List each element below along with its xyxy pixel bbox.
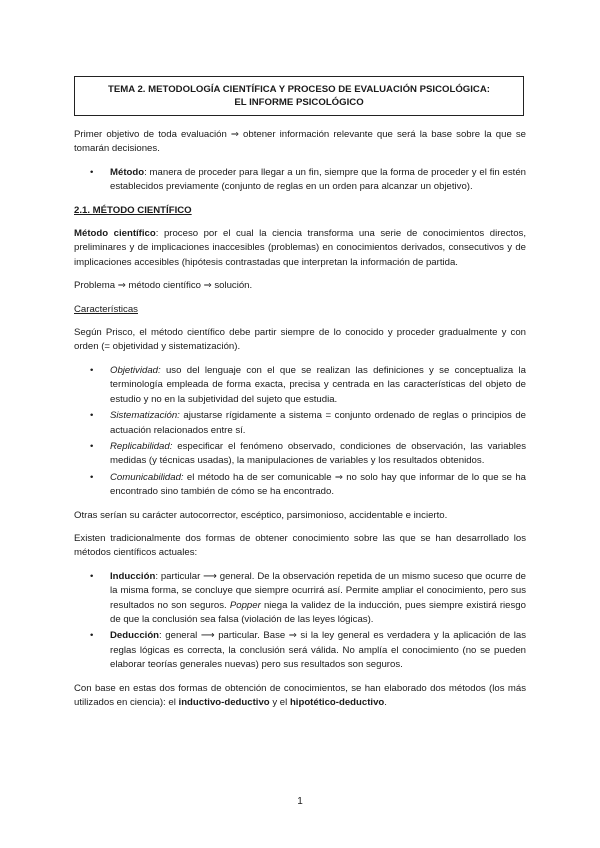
characteristics-heading: Características	[74, 303, 138, 315]
list-item	[74, 570, 526, 628]
characteristic-term: Comunicabilidad:	[110, 471, 184, 483]
bullet-icon: •	[90, 471, 94, 483]
bullet-icon: •	[90, 570, 94, 582]
bullet-text: : manera de proceder para llegar a un fin, siempre que la forma de proceder y el fin estén establecidos previamente (conjunto de reglas en un orden para alcanzar un objetivo).	[110, 166, 526, 193]
section-heading: 2.1. MÉTODO CIENTÍFICO	[74, 204, 192, 216]
intro-paragraph: Primer objetivo de toda evaluación ⇒ obtener información relevante que será la base sobre la que se tomarán decisiones.	[74, 129, 526, 155]
bullet-icon: •	[90, 166, 94, 178]
document-body	[74, 128, 526, 719]
characteristics-list	[74, 364, 526, 500]
deduction-text: : general ⟶ particular. Base ⇒ si la ley general es verdadera y la aplicación de las reglas lógicas es correcta, la conclusión será válida. No amplía el conocimiento (no se pueden elaborar teorías generales nuevas) pero sus resultados son seguros.	[110, 630, 526, 671]
induction-term: Inducción	[110, 570, 156, 582]
bullet-term: Método	[110, 166, 145, 178]
forms-list	[74, 570, 526, 673]
popper-name: Popper	[229, 599, 261, 611]
characteristic-text: ajustarse rígidamente a sistema = conjunto ordenado de reglas o principios de actuación relacionados entre sí.	[110, 410, 526, 436]
characteristic-text: el método ha de ser comunicable ⇒ no solo hay que informar de lo que se ha encontrado sino también de cómo se ha encontrado.	[110, 471, 526, 498]
list-item	[74, 409, 526, 438]
closing-text-a: Con base en estas dos formas de obtención de conocimientos, se han elaborado dos métodos (los más utilizados en ciencia): el	[74, 682, 526, 708]
definition-text: : proceso por el cual la ciencia transforma una serie de conocimientos directos, preliminares y de implicaciones inaccesibles (problemas) en conocimientos derivados, consecutivos y de implicaciones accesibles (hipótesis contrastadas que interpretan la información de partida.	[74, 228, 526, 268]
list-item	[74, 471, 526, 500]
others-paragraph: Otras serían su carácter autocorrector, escéptico, parsimonioso, accidentable e incierto.	[74, 509, 448, 521]
page-number: 1	[297, 796, 303, 807]
characteristic-term: Replicabilidad:	[110, 440, 173, 452]
definition-term: Método científico	[74, 228, 156, 240]
title-box	[74, 76, 524, 116]
title-line-2: EL INFORME PSICOLÓGICO	[234, 97, 364, 108]
method-inductive-deductive: inductivo-deductivo	[178, 697, 270, 708]
characteristic-text: uso del lenguaje con el que se realizan las definiciones y se conceptualiza la terminología empleada de forma exacta, precisa y centrada en las características del objeto de estudio y no en la subjetividad del sujeto que estudia.	[110, 364, 526, 405]
list-item	[74, 364, 526, 407]
bullet-icon: •	[90, 364, 94, 376]
characteristic-term: Objetividad:	[110, 364, 161, 376]
definition-paragraph	[74, 227, 526, 270]
bullet-icon: •	[90, 440, 94, 452]
closing-text-b: y el	[269, 697, 290, 708]
list-item	[74, 166, 526, 195]
closing-text-c: .	[384, 697, 387, 708]
method-list	[74, 166, 526, 195]
characteristic-term: Sistematización:	[110, 410, 180, 422]
induction-text-b: niega la validez de la inducción, pues siempre existirá riesgo de que la conclusión sea falsa (violación de las leyes lógicas).	[110, 599, 526, 625]
prisco-paragraph: Según Prisco, el método científico debe partir siempre de lo conocido y proceder gradualmente y con orden (= objetividad y sistematización).	[74, 327, 526, 353]
method-hypothetical-deductive: hipotético-deductivo	[289, 697, 385, 708]
induction-text-a: : particular ⟶ general. De la observación repetida de un mismo suceso que ocurre de la misma forma, se concluye que siempre ocurrirá así. Permite ampliar el conocimiento, pero sus resultados no son seguros.	[110, 570, 526, 611]
bullet-icon: •	[90, 630, 94, 642]
characteristic-text: especificar el fenómeno observado, condiciones de observación, las variables medidas (y técnicas usadas), la manipulaciones de variables y los resultados obtenidos.	[110, 440, 526, 467]
title-line-1: TEMA 2. METODOLOGÍA CIENTÍFICA Y PROCESO DE EVALUACIÓN PSICOLÓGICA:	[107, 84, 490, 95]
closing-paragraph	[74, 682, 526, 711]
deduction-term: Deducción	[110, 630, 160, 642]
forms-intro-paragraph: Existen tradicionalmente dos formas de obtener conocimiento sobre las que se han desarrollado los métodos científicos actuales:	[74, 532, 526, 559]
list-item	[74, 629, 526, 672]
list-item	[74, 440, 526, 469]
bullet-icon: •	[90, 410, 94, 422]
flow-paragraph: Problema ⇒ método científico ⇒ solución.	[74, 280, 253, 292]
